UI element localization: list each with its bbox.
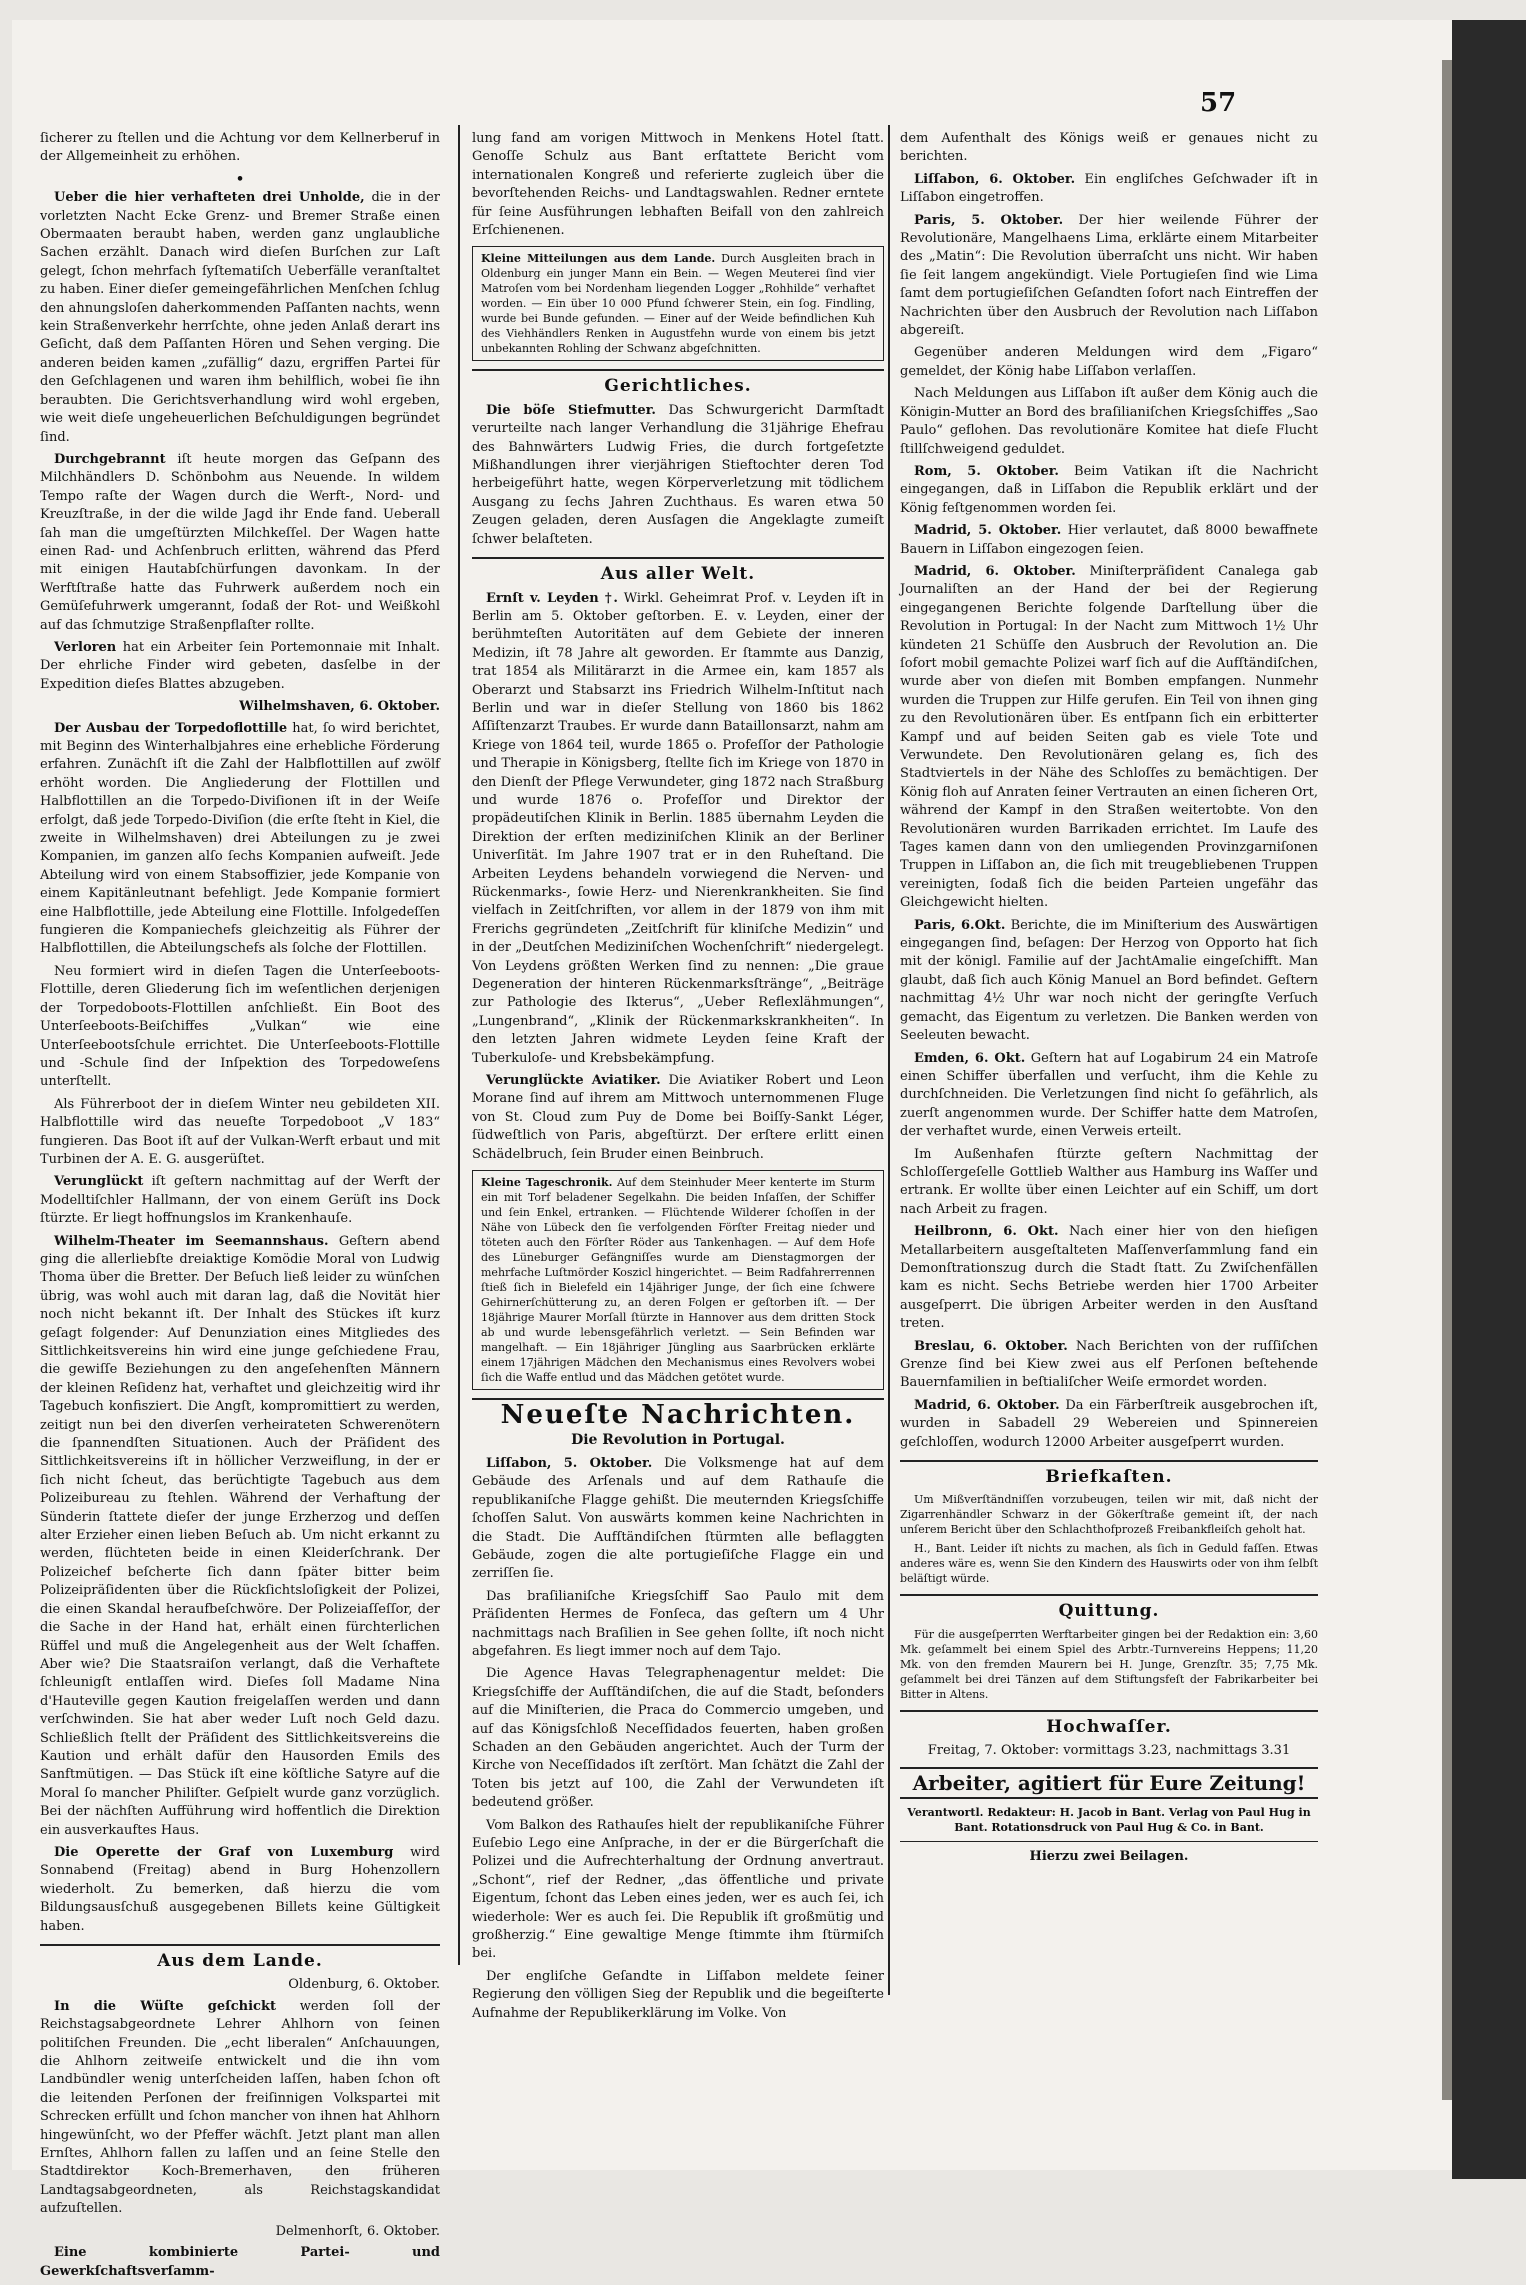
article-text: iſt geſtern nachmittag auf der Werft der Modelltiſchler Hallmann, der von einem Gerüſt ins Dock ſtürzte. Er liegt hoffnungslos im Krankenhauſe. [40, 1174, 440, 1227]
article [472, 1455, 884, 1584]
section-heading-welt: Aus aller Welt. [472, 557, 884, 583]
dateline: Wilhelmshaven, 6. Oktober. [239, 699, 440, 715]
box-text: Auf dem Steinhuder Meer kenterte im Sturm ein mit Torf beladener Segelkahn. Die beiden Inſaſſen, der Schiffer und ſein Enkel, ertranken. — Flüchtende Wilderer ſchoſſen in der Nähe von Lübeck den ſie verfolgenden Förſter Freitag nieder und töteten auch den Förſter Röder aus Tankenhagen. — Auf dem Hofe des Lüneburger Gefängniſſes wurde am Dienstagmorgen der mehrfache Luſtmörder Koszicl hingerichtet. — Beim Radfahrerrennen ſtieß ſich in Bielefeld ein 14jähriger Junge, der ſich eine ſchwere Gehirnerſchütterung zu, an deren Folgen er geſtorben iſt. — Der 18jährige Maurer Morſall ſtürzte in Hannover aus dem dritten Stock ab und wurde lebensgefährlich verletzt. — Sein Befinden war mangelhaft. — Ein 18jähriger Jüngling aus Saarbrücken erklärte einem 17jährigen Mädchen den Mechanismus eines Revolvers wobei ſich die Waffe entlud und das Mädchen getötet wurde. [481, 1176, 876, 1385]
article-text: Vom Balkon des Rathauſes hielt der republikaniſche Führer Euſebio Lego eine Anſprache, in der er die Bürgerſchaft die Polizei und die Aufrechterhaltung der Ordnung anvertraut. „Schont“, rief der Redner, „das öffentliche und private Eigentum, ſchont das Leben eines jeden, wer es auch ſei, ich wiederhole: Wer es auch ſei. Die Republik iſt großmütig und großherzig.“ Eine gewaltige Menge ſtimmte ihm ſtürmiſch bei. [472, 1817, 884, 1962]
news-box [472, 1170, 884, 1390]
article [900, 463, 1318, 518]
article-text: Wirkl. Geheimrat Prof. v. Leyden iſt in Berlin am 5. Oktober geſtorben. E. v. Leyden, einer der berühmteſten Autoritäten auf dem Gebiete der inneren Medizin, iſt 78 Jahre alt geworden. Er ſtammte aus Danzig, trat 1854 als Militärarzt in die Armee ein, kam 1857 als Oberarzt und Stabsarzt ins Friedrich Wilhelm-Inſtitut nach Berlin und war in dieſer Stellung von 1860 bis 1862 Aſſiſtenzarzt Traubes. Er wurde dann Bataillonsarzt, nahm am Kriege von 1864 teil, wurde 1865 o. Profeſſor der Pathologie und Therapie in Königsberg, ſtellte ſich im Kriege von 1870 in den Dienſt der Pflege Verwundeter, ging 1872 nach Straßburg und wurde 1876 o. Profeſſor und Direktor der propädeutiſchen Klinik in Berlin. 1885 übernahm Leyden die Direktion der erſten mediziniſchen Klinik an der Berliner Univerſität. Im Jahre 1907 trat er in den Ruheſtand. Die Arbeiten Leydens behandeln vorwiegend die Nerven- und Rückenmarks-, ſowie Herz- und Nierenkrankheiten. Sie ſind vielfach in Zeitſchriften, vor allem in der 1879 von ihm mit Frerichs gegründeten „Zeitſchrift für kliniſche Medizin“ und in der „Deutſchen Mediziniſchen Wochenſchrift“ niedergelegt. Von Leydens größten Werken ſind zu nennen: „Die graue Degeneration der hinteren Rückenmarksſtränge“, „Beiträge zur Pathologie des Ikterus“, „Ueber Reflexlähmungen“, „Lungenbrand“, „Klinik der Rückenmarkskrankheiten“. In den letzten Jahren widmete Leyden ſeine Kraft der Tuberkuloſe- und Krebsbekämpfung. [472, 590, 884, 1066]
article [40, 189, 440, 447]
sub-heading: Die Revolution in Portugal. [571, 1431, 785, 1448]
receipt-text: Für die ausgeſperrten Werftarbeiter gingen bei der Redaktion ein: 3,60 Mk. geſammelt bei einem Spiel des Arbtr.-Turnvereins Heppens; 11,20 Mk. von den fremden Maurern bei H. Junge, Grenzſtr. 35; 7,75 Mk. geſammelt bei drei Tänzen auf dem Stiftungsfeſt der Fabrikarbeiter bei Bitter in Altens. [900, 1627, 1318, 1701]
column-3 [900, 130, 1318, 1870]
article [472, 1072, 884, 1164]
article [40, 1173, 440, 1228]
article-text: Nach Meldungen aus Liſſabon iſt außer dem König auch die Königin-Mutter an Bord des braſilianiſchen Kriegsſchiffes „Sao Paulo“ geflohen. Das revolutionäre Komitee hat dieſe Flucht ſtillſchweigend geduldet. [900, 386, 1318, 457]
article-text: Neu formiert wird in dieſen Tagen die Unterſeeboots-Flottille, deren Gliederung ſich im weſentlichen derjenigen der Torpedoboots-Flottillen anſchließt. Ein Boot des Unterſeeboots-Beiſchiffes „Vulkan“ wie eine Unterſeebootsſchule errichtet. Die Unterſeeboots-Flottille und -Schule ſind der Inſpektion des Torpedoweſens unterſtellt. [40, 963, 440, 1090]
article [40, 639, 440, 694]
article-text: Geſtern hat auf Logabirum 24 ein Matroſe einen Schiffer überfallen und verſucht, ihm die Kehle zu durchſchneiden. Die Verletzungen ſind nicht ſo gefährlich, als zuerſt angenommen wurde. Der Schiffer hatte dem Matroſen, der verhaftet wurde, einen Verweis erteilt. [900, 1050, 1318, 1140]
article-lead: In die Wüſte geſchickt [54, 1998, 276, 2014]
article [900, 917, 1318, 1046]
tide-times: Freitag, 7. Oktober: vormittags 3.23, nachmittags 3.31 [927, 1743, 1291, 1759]
dateline: Delmenhorſt, 6. Oktober. [275, 2223, 440, 2239]
article [40, 451, 440, 635]
box-text: Durch Ausgleiten brach in Oldenburg ein junger Mann ein Bein. — Wegen Meuterei ſind vier Matroſen vom bei Nordenham liegenden Logger „Rohhilde“ verhaftet worden. — Ein über 10 000 Pfund ſchwerer Stein, ein ſog. Findling, wurde bei Bunde gefunden. — Einer auf der Weide befindlichen Kuh des Viehhändlers Renken in Augustfehn wurde von einem bis jetzt unbekannten Rohling der Schwanz abgeſchnitten. [481, 252, 876, 356]
article-lead: Emden, 6. Okt. [914, 1050, 1026, 1066]
article-lead: Eine kombinierte Partei- und Gewerkſchaftsverſamm- [40, 2245, 440, 2279]
box-lead: Kleine Mitteilungen aus dem Lande. [481, 252, 716, 266]
article-lead: Wilhelm-Theater im Seemannshaus. [54, 1233, 329, 1249]
section-heading-neueste: Neueſte Nachrichten. [472, 1398, 884, 1424]
article [40, 1233, 440, 1840]
article-text: Berichte, die im Miniſterium des Auswärtigen eingegangen ſind, beſagen: Der Herzog von Opporto hat ſich mit der königl. Familie auf der JachtAmalie eingeſchifft. Man glaubt, daß ſich auch König Manuel an Bord befindet. Geſtern nachmittag 4½ Uhr war noch nicht der geringſte Verſuch gemacht, das Eigentum zu verletzen. Die Banken werden von Seeleuten bewacht. [900, 917, 1319, 1044]
section-heading-quittung: Quittung. [900, 1594, 1318, 1620]
article-lead: Verloren [54, 639, 117, 655]
article [900, 1338, 1318, 1393]
article-text: Nach Berichten von der ruſſiſchen Grenze ſind bei Kiew zwei aus elf Perſonen beſtehende Bauernfamilien in beſtialiſcher Weiſe ermordet worden. [900, 1338, 1318, 1391]
article-text: lung fand am vorigen Mittwoch in Menkens Hotel ſtatt. Genoſſe Schulz aus Bant erſtattete Bericht vom internationalen Kongreß und referierte zugleich über die bevorſtehenden Reichs- und Landtagswahlen. Redner erntete für ſeine Ausführungen lebhaften Beifall von den zahlreich Erſchienenen. [472, 131, 884, 239]
dateline: Oldenburg, 6. Oktober. [288, 1977, 440, 1993]
article-text: Das Schwurgericht Darmſtadt verurteilte nach langer Verhandlung die 31jährige Ehefrau des Bahnwärters Ludwig Fries, die durch fortgeſetzte Mißhandlungen ihrer vierjährigen Stieftochter deren Tod herbeigeführt hatte, wegen Körperverletzung mit tödlichem Ausgang zu ſechs Jahren Zuchthaus. Es waren etwa 50 Zeugen geladen, deren Ausſagen die Angeklagte zumeiſt ſchwer belaſteten. [472, 402, 884, 547]
article-lead: Madrid, 6. Oktober. [914, 563, 1076, 579]
article [900, 1397, 1318, 1452]
article-lead: Die böſe Stiefmutter. [486, 402, 656, 418]
page-number: 57 [1200, 88, 1237, 118]
supplements-note: Hierzu zwei Beilagen. [1029, 1849, 1189, 1865]
article-text: Der engliſche Geſandte in Liſſabon meldete ſeiner Regierung den völligen Sieg der Republik und die begeiſterte Aufnahme der Republikerklärung im Volke. Von [472, 1968, 884, 2021]
article-lead: Ernſt v. Leyden †. [486, 590, 618, 606]
article-text: iſt heute morgen das Geſpann des Milchhändlers D. Schönbohm aus Neuende. In wildem Tempo raſte der Wagen durch die Werft-, Nord- und Kreuzſtraße, in der die wilde Jagd ihr Ende fand. Ueberall ſah man die umgeſtürzten Milchkeſſel. Der Wagen hatte einen Rad- und Achſenbruch erlitten, während das Pferd mit einigen Hautabſchürfungen davonkam. In der Werftſtraße hatte das Fuhrwerk außerdem noch ein Gemüſefuhrwerk umgerannt, ſodaß der Rot- und Weißkohl auf das ſchmutzige Straßenpflaſter rollte. [40, 451, 440, 633]
divider [900, 1841, 1318, 1842]
article [900, 563, 1318, 913]
article-lead: Durchgebrannt [54, 451, 166, 467]
article-lead: Verunglückte Aviatiker. [486, 1073, 661, 1089]
article-text: Gegenüber anderen Meldungen wird dem „Figaro“ gemeldet, der König habe Liſſabon verlaſſen. [900, 345, 1318, 379]
article-text: die in der vorletzten Nacht Ecke Grenz- und Bremer Straße einen Obermaaten beraubt haben, werden ganz unglaubliche Sachen erzählt. Danach wird dieſen Burſchen zur Laſt gelegt, ſchon mehrfach ſyſtematiſch Ueberfälle veranſtaltet zu haben. Einer dieſer gemeingefährlichen Menſchen ſchlug den ahnungsloſen daherkommenden Paſſanten nachts, wenn kein Straßenverkehr herrſchte, ohne jeden Anlaß derart ins Geſicht, daß dem Paſſanten Hören und Sehen verging. Die anderen beiden kamen „zufällig“ dazu, ergriffen Partei für den Geſchlagenen und waren ihm behilflich, wobei ſie ihn beraubten. Die Gerichtsverhandlung wird wohl ergeben, wie weit dieſe ungeheuerlichen Beſchuldigungen begründet ſind. [40, 190, 440, 445]
article-text: Die Aviatiker Robert und Leon Morane ſind auf ihrem am Mittwoch unternommenen Fluge von St. Cloud zum Puy de Dome bei Boiſſy-Sankt Léger, ſüdweſtlich von Paris, abgeſtürzt. Der erſtere erlitt einen Schädelbruch, ſein Bruder einen Beinbruch. [472, 1073, 884, 1162]
slogan: Arbeiter, agitiert für Eure Zeitung! [900, 1767, 1318, 1799]
article-text: Geſtern abend ging die allerliebſte dreiaktige Komödie Moral von Ludwig Thoma über die Bretter. Der Beſuch ließ leider zu wünſchen übrig, was wohl auch mit daran lag, daß die Novität hier noch nicht bekannt iſt. Der Inhalt des Stückes iſt kurz geſagt folgender: Auf Denunziation eines Mitgliedes des Sittlichkeitsvereins hin wird eine junge geſchiedene Frau, die gewiſſe Beziehungen zu den angeſehenſten Männern der kleinen Reſidenz hat, verhaftet und gleichzeitig wird ihr Tagebuch konfisziert. Die Angſt, kompromittiert zu werden, zeitigt nun bei den diverſen verheirateten Schwerenötern die ſpannendſten Situationen. Auch der Präſident des Sittlichkeitsvereins iſt in höllicher Verzweiflung, in der er ſich nicht ſcheut, das berüchtigte Tagebuch aus dem Polizeibureau zu ſtehlen. Während der Verhaftung der Sünderin ſtattete dieſer der junge Erzherzog und deſſen alter Erzieher einen lieben Beſuch ab. Um nicht erkannt zu werden, flüchteten beide in einen Kleiderſchrank. Der Polizeichef beſcherte ſich dann ſpäter bitter beim Polizeipräſidenten über die Rückſichtsloſigkeit der Polizei, die einen Skandal heraufbeſchwöre. Der Polizeiaſſeſſor, der die Sache in der Hand hat, erhält einen fürchterlichen Rüffel und muß die Angelegenheit aus der Welt ſchaffen. Aber wie? Die Staatsraiſon verlangt, daß die Verhaftete ſchleunigſt entlaſſen wird. Dieſes ſoll Madame Nina d'Hauteville gegen Kaution freigelaſſen werden und dann verſchwinden. Sie hat aber weder Luſt noch Geld dazu. Schließlich ſtellt der Präſident des Sittlichkeitsvereins die Kaution und erhält dafür den Hausorden Emils des Sanftmütigen. — Das Stück iſt eine köſtliche Satyre auf die Moral ſo mancher Philiſter. Geſpielt wurde ganz vorzüglich. Bei der nächſten Aufführung wird hoffentlich die Direktion ein ausverkauftes Haus. [40, 1233, 440, 1838]
article-text: Im Außenhafen ſtürzte geſtern Nachmittag der Schloſſergeſelle Gottlieb Walther aus Hamburg ins Waſſer und ertrank. Er wollte über einen Leichter auf ein Schiff, um dort nach Arbeit zu fragen. [900, 1146, 1318, 1217]
article-lead: Die Operette der Graf von Luxemburg [54, 1844, 394, 1860]
section-heading-hochwasser: Hochwaſſer. [900, 1710, 1318, 1736]
article [900, 522, 1318, 559]
box-lead: Kleine Tageschronik. [481, 1176, 613, 1190]
news-box [472, 246, 884, 361]
book-spine [1452, 20, 1526, 2179]
article-text: dem Aufenthalt des Königs weiß er genaues nicht zu berichten. [900, 131, 1318, 165]
article [472, 402, 884, 549]
article [900, 212, 1318, 341]
article-text: Das braſilianiſche Kriegsſchiff Sao Paulo mit dem Präſidenten Hermes de Fonſeca, das geſtern um 4 Uhr nachmittags nach Braſilien in See gehen ſollte, iſt noch nicht abgefahren. Es liegt immer noch auf dem Tajo. [472, 1588, 884, 1659]
article-lead: Liſſabon, 6. Oktober. [914, 171, 1076, 187]
letter-text: H., Bant. Leider iſt nichts zu machen, als ſich in Geduld faſſen. Etwas anderes wäre es, wenn Sie den Kindern des Hauswirts oder von ihm ſelbſt beläſtigt würde. [900, 1542, 1318, 1586]
article [472, 590, 884, 1069]
article-lead: Madrid, 6. Oktober. [914, 1397, 1060, 1413]
article-text: Nach einer hier von den hieſigen Metallarbeitern ausgeſtalteten Maſſenverſammlung fand ein Demonſtrationszug durch die Stadt ſtatt. Zu Zwiſchenfällen kam es nicht. Sechs Betriebe werden hier 1700 Arbeiter ausgeſperrt. Die übrigen Arbeiter werden in den Ausſtand treten. [900, 1224, 1318, 1332]
column-rule [458, 125, 460, 1965]
section-heading-gericht: Gerichtliches. [472, 369, 884, 395]
column-2 [472, 130, 884, 2027]
article-text: Beim Vatikan iſt die Nachricht eingegangen, daß in Liſſabon die Republik erklärt und der König feſtgenommen worden ſei. [900, 463, 1318, 516]
article [900, 1050, 1318, 1142]
article-text: Die Agence Havas Telegraphenagentur meldet: Die Kriegsſchiffe der Aufſtändiſchen, die auf die Stadt, beſonders auf die Miniſterien, die Praca do Commercio umgeben, und auf das Königsſchloß Neceſſidados feuerten, haben großen Schaden an den Gebäuden angerichtet. Auch der Turm der Kirche von Neceſſidados iſt zerſtört. Man ſchätzt die Zahl der Toten bis jetzt auf 100, die Zahl der Verwundeten iſt bedeutend größer. [472, 1666, 884, 1811]
article-text: Miniſterpräſident Canalega gab Journaliſten an der Hand der bei der Regierung eingegangenen Berichte folgende Darſtellung über die Revolution in Portugal: In der Nacht zum Mittwoch 1½ Uhr kündeten 21 Schüſſe den Ausbruch der Revolution an. Die ſofort mobil gemachte Polizei warf ſich auf die Aufſtändiſchen, wurde aber von dieſen mit Bomben empfangen. Nunmehr wurden die Truppen zur Hilfe gerufen. Ein Teil von ihnen ging zu den Revolutionären über. Es entſpann ſich ein erbitterter Kampf und auf beiden Seiten gab es viele Tote und Verwundete. Den Revolutionären gelang es, ſich des Stadtviertels in der Nähe des Schloſſes zu bemächtigen. Der König floh auf Anraten ſeiner Vertrauten an einen ſicheren Ort, während der Kampf in den Straßen weitertobte. Von den Revolutionären wurden Barrikaden errichtet. Im Laufe des Tages kamen dann von den umliegenden Provinzgarniſonen Truppen in Liſſabon an, die ſich mit treugebliebenen Truppen vereinigten, ſodaß ſich die beiden Parteien ungefähr das Gleichgewicht hielten. [900, 563, 1318, 911]
article-lead: Ueber die hier verhafteten drei Unholde, [54, 190, 365, 206]
letter-text: Um Mißverſtändniſſen vorzubeugen, teilen wir mit, daß nicht der Zigarrenhändler Schwarz in der Gökerſtraße gemeint iſt, der nach unſerem Bericht über den Schlachthofprozeß Freibankfleiſch geholt hat. [900, 1493, 1318, 1537]
article-lead: Paris, 5. Oktober. [914, 212, 1064, 228]
article-text: hat, ſo wird berichtet, mit Beginn des Winterhalbjahres eine erhebliche Förderung erfahren. Zunächſt iſt die Zahl der Halbflottillen auf zwölf erhöht worden. Die Angliederung der Flottillen und Halbflottillen an die Torpedo-Diviſionen iſt in der Weiſe erfolgt, daß jede Torpedo-Diviſion (die erſte ſteht in Kiel, die zweite in Wilhelmshaven) drei Abteilungen zu je zwei Kompanien, im ganzen alſo ſechs Kompanien aufweiſt. Jede Abteilung wird von einem Stabsoffizier, jede Kompanie von einem Kapitänleutnant befehligt. Jede Kompanie formiert eine Halbflottille, jede Abteilung eine Flottille. Infolgedeſſen fungieren die Kompaniechefs gleichzeitig als Führer der Halbflottillen, die Abteilungschefs als ſolche der Flottillen. [40, 720, 440, 957]
article-lead: Heilbronn, 6. Okt. [914, 1224, 1059, 1240]
article [900, 171, 1318, 208]
article-lead: Der Ausbau der Torpedoflottille [54, 720, 288, 736]
article-text: Ein engliſches Geſchwader iſt in Liſſabon eingetroffen. [900, 171, 1318, 206]
article [900, 1223, 1318, 1333]
article-text: Als Führerboot der in dieſem Winter neu gebildeten XII. Halbflottille wird das neueſte Torpedoboot „V 183“ fungieren. Das Boot iſt auf der Vulkan-Werft erbaut und mit Turbinen der A. E. G. ausgerüſtet. [40, 1096, 440, 1167]
article-text: wird Sonnabend (Freitag) abend in Burg Hohenzollern wiederholt. Zu bemerken, daß hierzu die vom Bildungsausſchuß ausgegebenen Billets keine Gültigkeit haben. [40, 1844, 440, 1934]
article-text: werden ſoll der Reichstagsabgeordnete Lehrer Ahlhorn von ſeinen politiſchen Freunden. Die „echt liberalen“ Anſchauungen, die Ahlhorn zeitweiſe entwickelt und die ihn vom Landbündler wenig unterſcheiden laſſen, haben ſchon oft die leitenden Perſonen der freiſinnigen Volkspartei mit Schrecken erfüllt und ſchon mancher von ihnen hat Ahlhorn hingewünſcht, wo der Pfeffer wächſt. Jetzt plant man allen Ernſtes, Ahlhorn fallen zu laſſen und an ſeine Stelle den Stadtdirektor Koch-Bremerhaven, den früheren Landtagsabgeordneten, als Reichstagskandidat aufzuſtellen. [40, 1998, 440, 2217]
article-lead: Paris, 6.Okt. [914, 917, 1006, 933]
article-text: Die Volksmenge hat auf dem Gebäude des Arſenals und auf dem Rathauſe die republikaniſche Flagge gehißt. Die meuternden Kriegsſchiffe ſchoſſen Salut. Von auswärts kommen keine Nachrichten in die Stadt. Die Aufſtändiſchen ſtürmten alle beflaggten Gebäude, zogen die alte portugieſiſche Flagge ein und zerriſſen ſie. [472, 1455, 884, 1582]
article-text: hat ein Arbeiter ſein Portemonnaie mit Inhalt. Der ehrliche Finder wird gebeten, dasſelbe in der Expedition dieſes Blattes abzugeben. [40, 639, 441, 692]
article-text: ſicherer zu ſtellen und die Achtung vor dem Kellnerberuf in der Allgemeinheit zu erhöhen. [40, 131, 440, 165]
article-lead: Liſſabon, 5. Oktober. [486, 1455, 653, 1471]
article-text: Der hier weilende Führer der Revolutionäre, Mangelhaens Lima, erklärte einem Mitarbeiter des „Matin“: Die Revolution überraſcht uns nicht. Wir haben ſie ſeit langem angekündigt. Viele Portugieſen ſind wie Lima ſamt dem portugieſiſchen Geſandten ſofort nach Eintreffen der Nachrichten über den Ausbruch der Revolution nach Liſſabon abgereiſt. [900, 212, 1318, 339]
article-text: Da ein Färberſtreik ausgebrochen iſt, wurden in Sabadell 29 Webereien und Spinnereien geſchloſſen, wodurch 12000 Arbeiter ausgeſperrt wurden. [900, 1397, 1318, 1450]
column-1 [40, 130, 440, 2285]
article-lead: Madrid, 5. Oktober. [914, 523, 1062, 539]
separator: • [235, 171, 245, 187]
section-heading-briefkasten: Briefkaſten. [900, 1460, 1318, 1486]
article-lead: Breslau, 6. Oktober. [914, 1338, 1068, 1354]
article [40, 1844, 440, 1936]
section-heading-lande: Aus dem Lande. [40, 1944, 440, 1970]
column-rule [888, 125, 890, 1995]
article-lead: Rom, 5. Oktober. [914, 463, 1059, 479]
article [40, 1998, 440, 2219]
imprint: Verantwortl. Redakteur: H. Jacob in Bant. Verlag von Paul Hug in Bant. Rotationsdruck von Paul Hug & Co. in Bant. [907, 1806, 1311, 1835]
article-lead: Verunglückt [54, 1174, 144, 1190]
article [40, 720, 440, 959]
article-text: Hier verlautet, daß 8000 bewaffnete Bauern in Liſſabon eingezogen ſeien. [900, 523, 1318, 557]
